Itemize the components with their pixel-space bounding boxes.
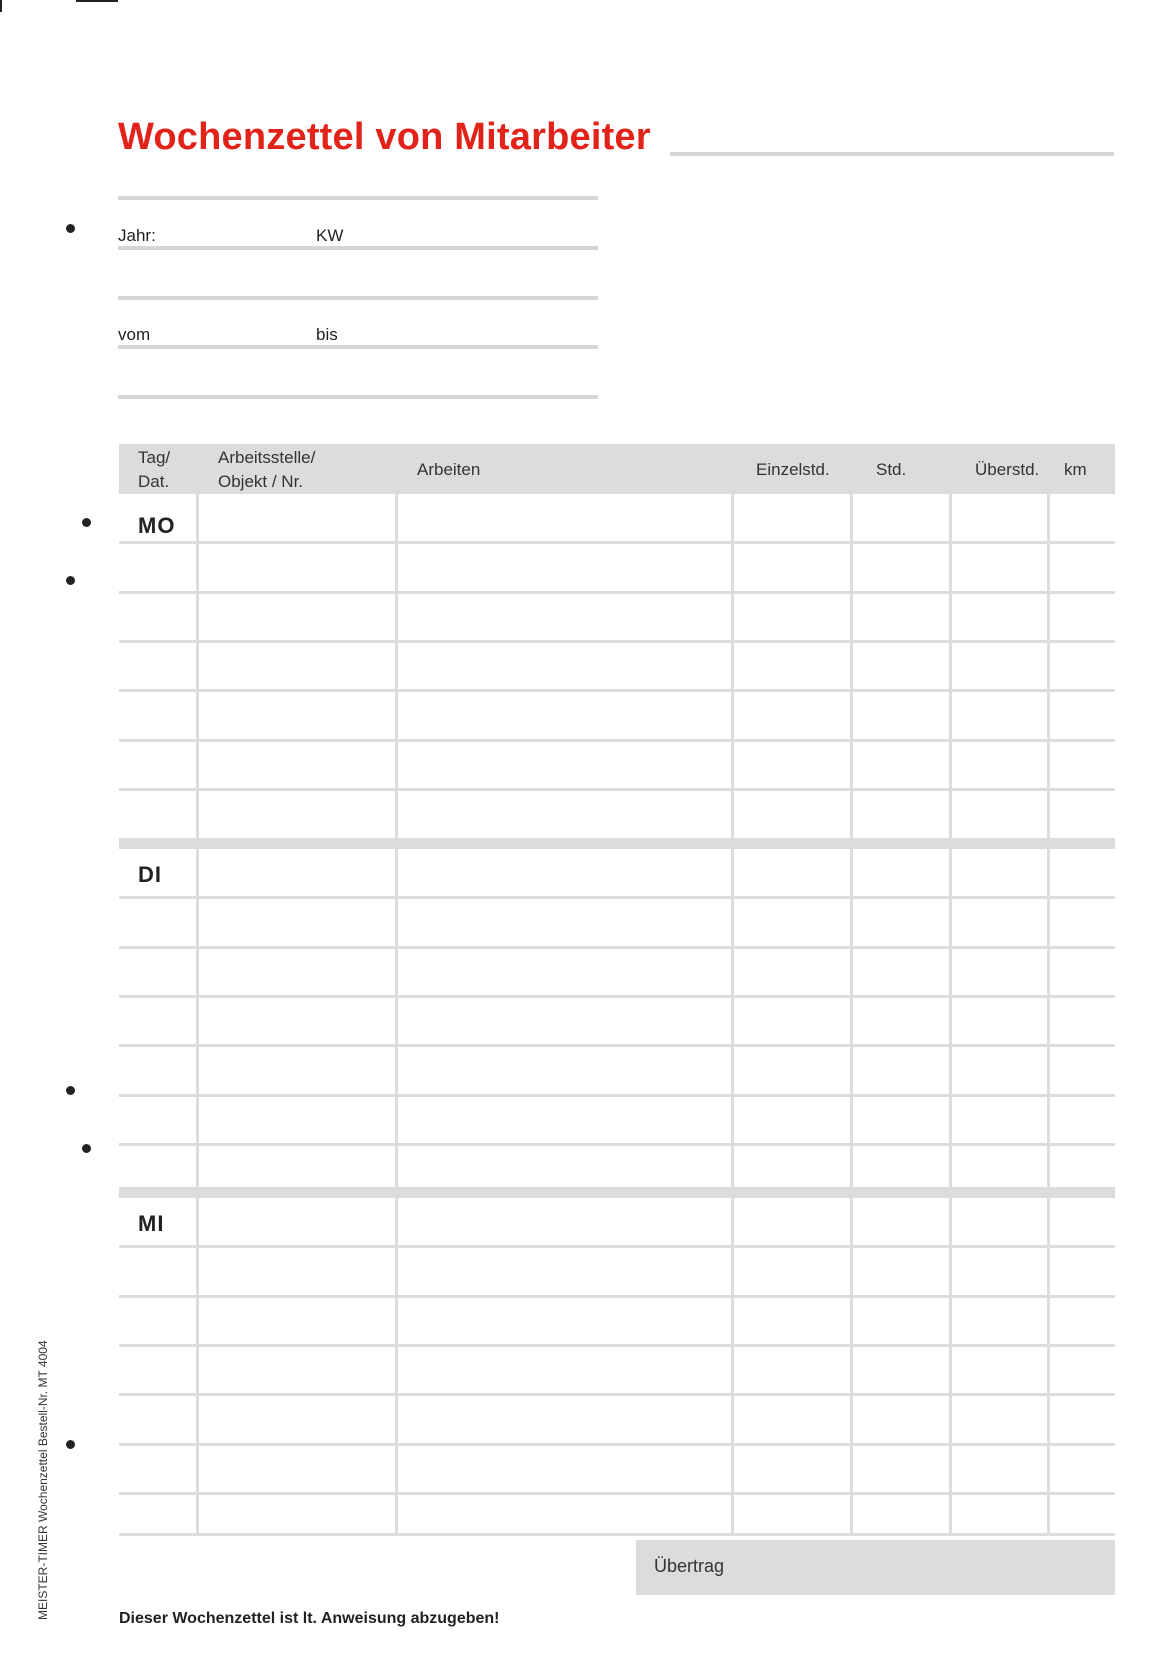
- column-rule: [395, 1198, 398, 1536]
- column-rule: [395, 494, 398, 838]
- row-rule[interactable]: [119, 541, 1115, 544]
- row-rule[interactable]: [119, 591, 1115, 594]
- row-rule[interactable]: [119, 1245, 1115, 1248]
- punch-hole: [82, 518, 91, 527]
- row-rule[interactable]: [119, 1044, 1115, 1047]
- uebertrag-label: Übertrag: [654, 1556, 725, 1576]
- column-rule: [850, 849, 853, 1187]
- row-rule[interactable]: [119, 788, 1115, 791]
- column-rule: [196, 1198, 199, 1536]
- corner-crop-mark: [0, 0, 2, 12]
- column-rule: [850, 1198, 853, 1536]
- kw-label: KW: [316, 226, 344, 245]
- row-rule[interactable]: [119, 739, 1115, 742]
- column-rule: [395, 849, 398, 1187]
- row-rule[interactable]: [119, 1492, 1115, 1495]
- jahr-kw-line[interactable]: [118, 246, 598, 250]
- row-rule[interactable]: [119, 896, 1115, 899]
- header-arbeitsstelle: Arbeitsstelle/ Objekt / Nr.: [218, 448, 316, 491]
- column-rule: [731, 494, 734, 838]
- vom-label: vom: [118, 325, 151, 344]
- day-label-di: DI: [138, 862, 162, 887]
- punch-hole: [82, 1144, 91, 1153]
- employee-name-line[interactable]: [670, 152, 1114, 156]
- column-rule: [196, 849, 199, 1187]
- bis-label: bis: [316, 325, 338, 344]
- header-std: Std.: [876, 460, 907, 479]
- row-rule[interactable]: [119, 1393, 1115, 1396]
- blank-line[interactable]: [118, 395, 598, 399]
- vom-bis-line[interactable]: [118, 345, 598, 349]
- column-rule: [1047, 494, 1050, 838]
- punch-hole: [66, 1440, 75, 1449]
- day-label-mi: MI: [138, 1211, 165, 1236]
- column-rule: [1047, 1198, 1050, 1536]
- punch-hole: [66, 224, 75, 233]
- row-rule[interactable]: [119, 995, 1115, 998]
- row-rule[interactable]: [119, 640, 1115, 643]
- page-title: Wochenzettel von Mitarbeiter: [118, 116, 651, 158]
- table-bottom-rule: [119, 1533, 1115, 1536]
- column-rule: [949, 494, 952, 838]
- punch-hole: [66, 576, 75, 585]
- column-rule: [850, 494, 853, 838]
- day-separator: [119, 1187, 1115, 1198]
- day-label-mo: MO: [138, 513, 176, 538]
- footer-note: Dieser Wochenzettel ist lt. Anweisung abzugeben!: [119, 1610, 500, 1627]
- blank-line[interactable]: [118, 296, 598, 300]
- header-einzelstd: Einzelstd.: [756, 460, 830, 479]
- column-rule: [731, 1198, 734, 1536]
- row-rule[interactable]: [119, 1344, 1115, 1347]
- column-rule: [1047, 849, 1050, 1187]
- row-rule[interactable]: [119, 1143, 1115, 1146]
- row-rule[interactable]: [119, 946, 1115, 949]
- header-rule: [118, 196, 598, 200]
- header-ueberstd: Überstd.: [975, 460, 1040, 479]
- day-separator: [119, 838, 1115, 849]
- header-arbeiten: Arbeiten: [417, 460, 481, 479]
- column-rule: [949, 1198, 952, 1536]
- header-tag: Tag/ Dat.: [138, 448, 171, 491]
- row-rule[interactable]: [119, 689, 1115, 692]
- row-rule[interactable]: [119, 1295, 1115, 1298]
- row-rule[interactable]: [119, 1443, 1115, 1446]
- punch-hole: [66, 1086, 75, 1095]
- top-crop-mark: [76, 0, 118, 2]
- column-rule: [731, 849, 734, 1187]
- header-km: km: [1064, 460, 1087, 479]
- jahr-label: Jahr:: [118, 226, 156, 245]
- column-rule: [949, 849, 952, 1187]
- column-rule: [196, 494, 199, 838]
- row-rule[interactable]: [119, 1094, 1115, 1097]
- side-imprint: MEISTER-TIMER Wochenzettel Bestell-Nr. MT 4004: [36, 1340, 50, 1620]
